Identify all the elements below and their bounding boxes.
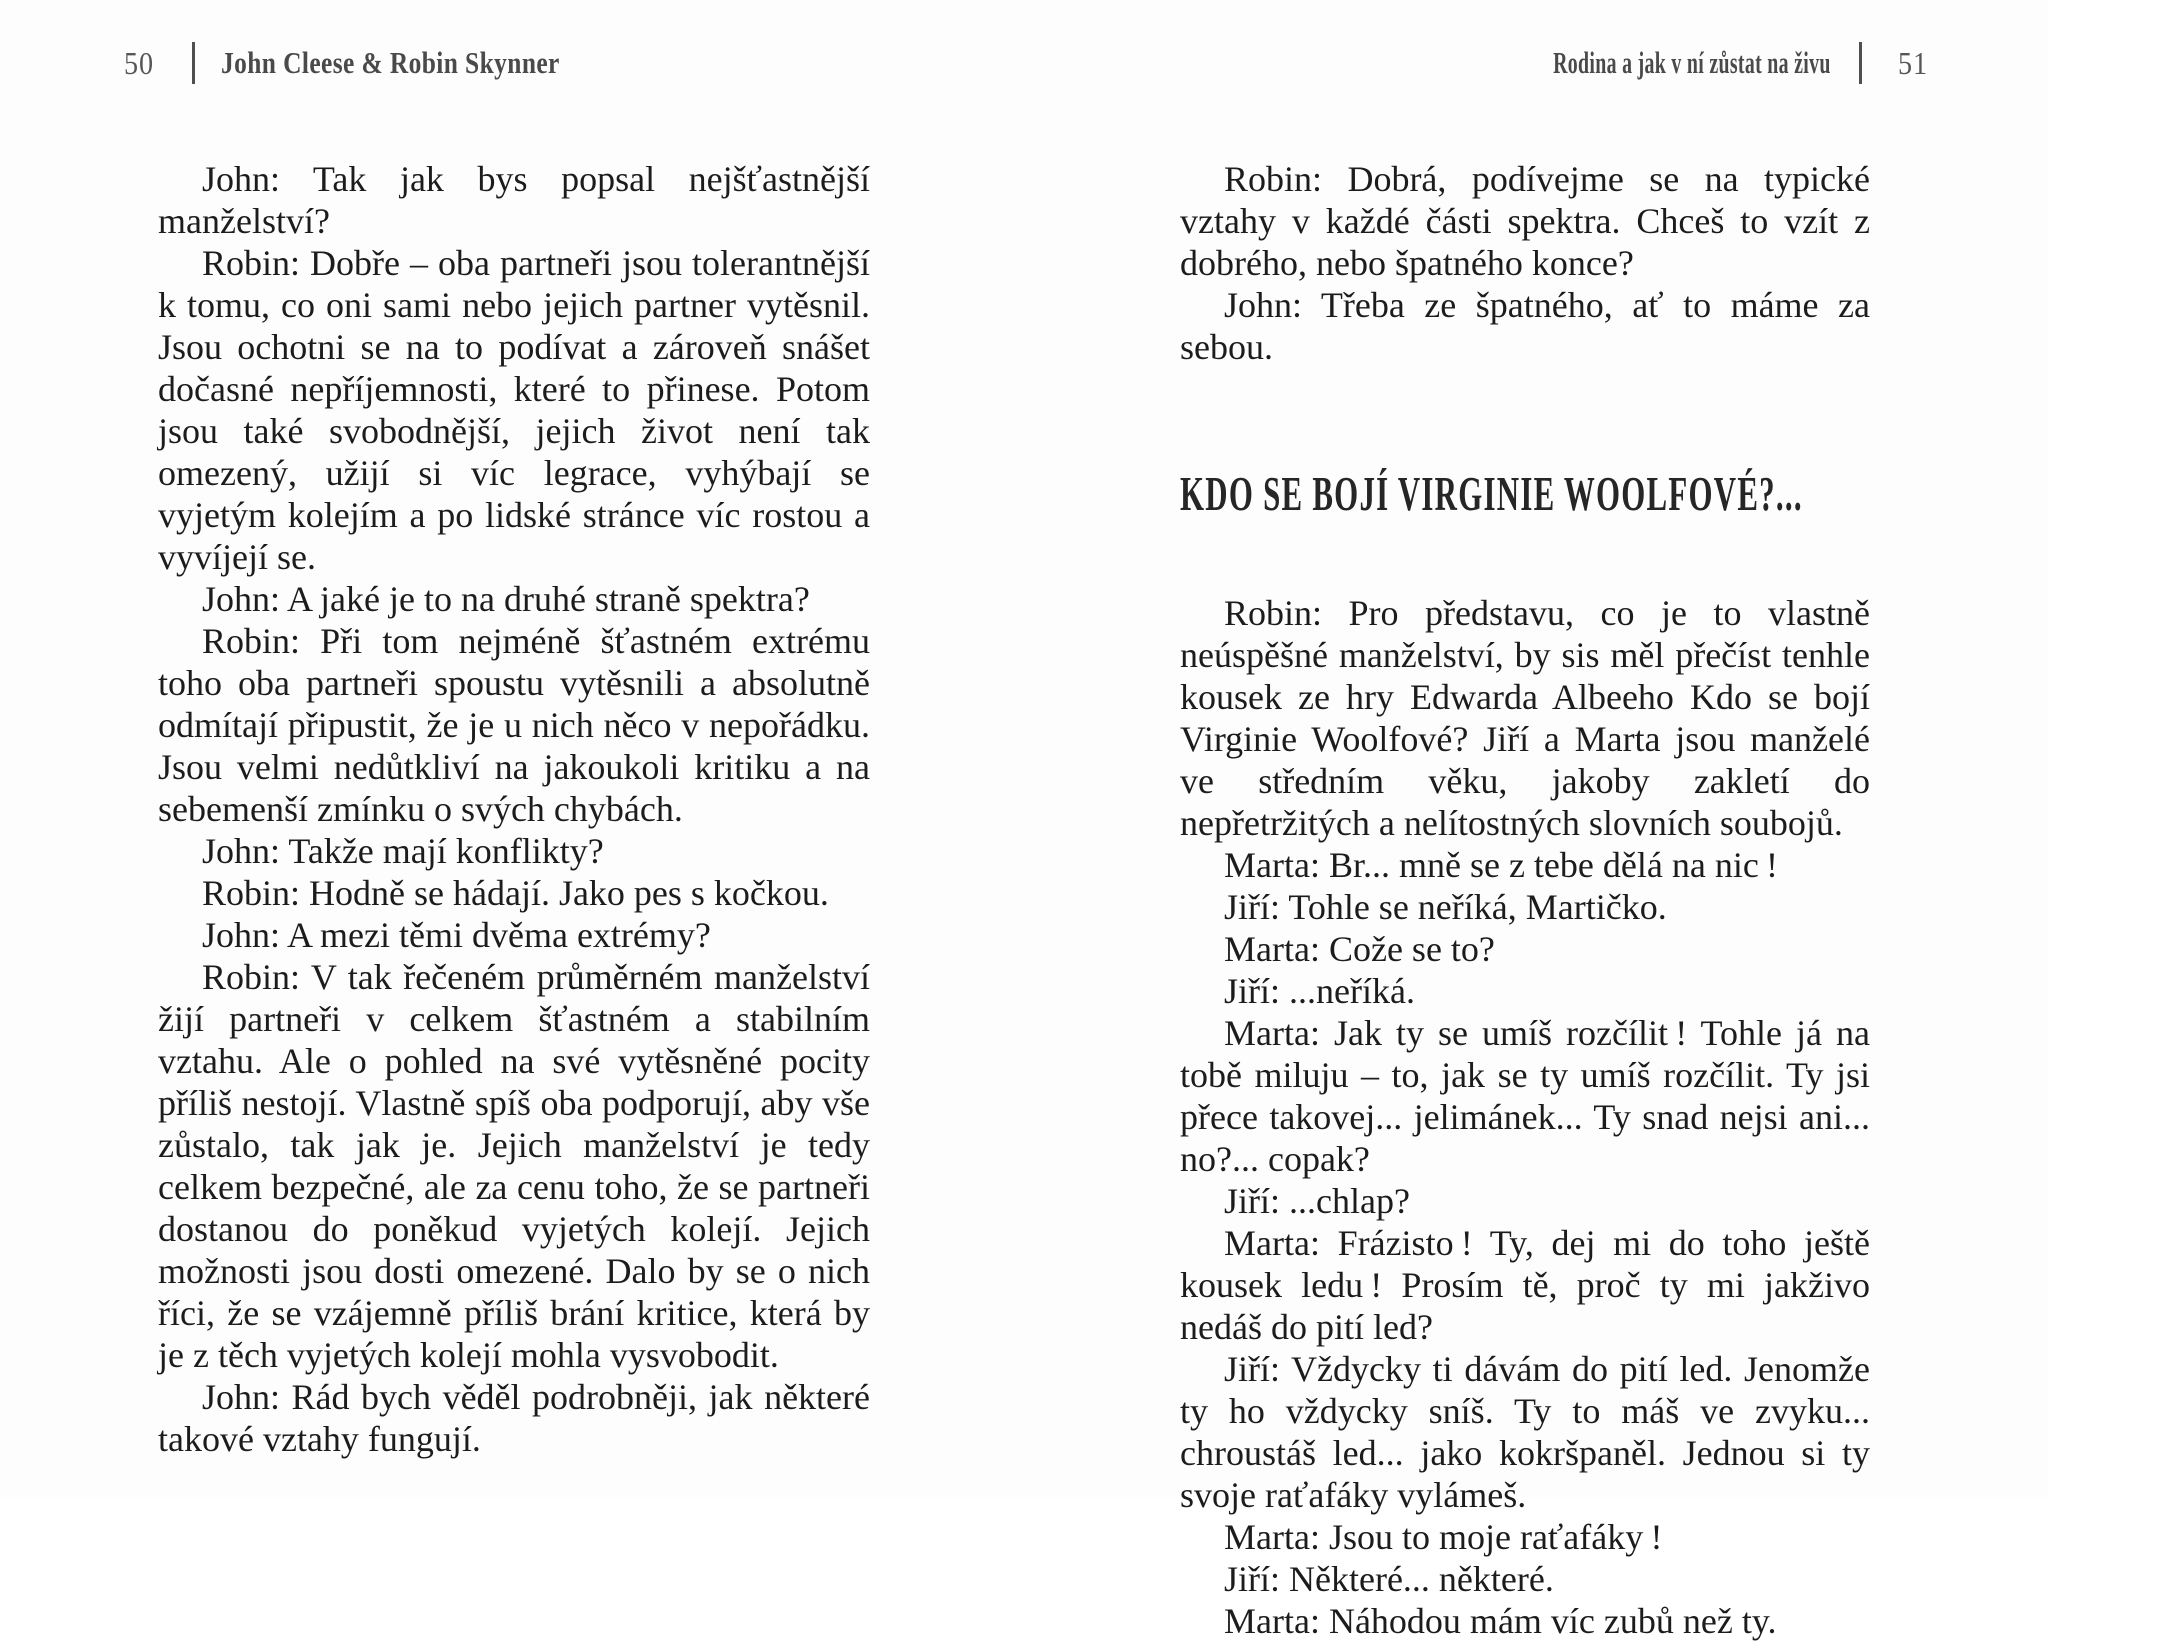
dialogue-paragraph: Robin: Dobře – oba partneři jsou tolerantnější k tomu, co oni sami nebo jejich partner vytěsnil. Jsou ochotni se na to podívat a zároveň snášet dočasné nepříjemnosti, které to přinese. Potom jsou také svobodnější, jejich život není tak omezený, užijí si víc legrace, vyhýbají se vyjetým kolejím a po lidské stránce víc rostou a vyvíjejí se. [158,243,870,577]
dialogue-paragraph: Jiří: Některé... některé. [1224,1559,1554,1599]
section-heading [1180,468,1870,520]
dialogue-paragraph: Marta: Frázisto ! Ty, dej mi do toho ještě kousek ledu ! Prosím tě, proč ty mi jakživo nedáš do pití led? [1180,1223,1870,1347]
dialogue-paragraph: Robin: Pro představu, co je to vlastně neúspěšné manželství, by sis měl přečíst tenhle kousek ze hry Edwarda Albeeho Kdo se bojí Virginie Woolfové? Jiří a Marta jsou manželé ve středním věku, jakoby zakletí do nepřetržitých a nelítostných slovních soubojů. [1180,593,1870,843]
right-page-number: 51 [1898,44,1928,81]
left-running-title-text: John Cleese & Robin Skynner [221,45,560,80]
right-page-intro-dialogue [1180,158,1870,368]
dialogue-paragraph: John: Třeba ze špatného, ať to máme za sebou. [1180,285,1870,367]
left-running-title [221,45,634,81]
section-heading-text: KDO SE BOJÍ VIRGINIE WOOLFOVÉ?... [1180,466,1803,521]
right-page-header [1397,42,1930,84]
dialogue-paragraph: John: Tak jak bys popsal nejšťastnější manželství? [158,159,870,241]
dialogue-paragraph: Jiří: Tohle se neříká, Martičko. [1224,887,1667,927]
dialogue-paragraph: John: A jaké je to na druhé straně spektra? [202,579,810,619]
dialogue-paragraph: John: A mezi těmi dvěma extrémy? [202,915,711,955]
header-divider [192,42,195,84]
dialogue-paragraph: Robin: Hodně se hádají. Jako pes s kočkou. [202,873,829,913]
dialogue-paragraph: Robin: Dobrá, podívejme se na typické vztahy v každé části spektra. Chceš to vzít z dobrého, nebo špatného konce? [1180,159,1870,283]
header-divider [1859,42,1862,84]
right-running-title-text: Rodina a jak v ní zůstat na živu [1553,45,1831,80]
dialogue-paragraph: Jiří: ...chlap? [1224,1181,1410,1221]
dialogue-paragraph: Marta: Náhodou mám víc zubů než ty. [1224,1601,1777,1641]
dialogue-paragraph: John: Takže mají konflikty? [202,831,604,871]
left-page-number: 50 [124,44,154,81]
dialogue-paragraph: Jiří: Vždycky ti dávám do pití led. Jenomže ty ho vždycky sníš. Ty to máš ve zvyku... chroustáš led... jako kokršpaněl. Jednou si ty svoje raťafáky vylámeš. [1180,1349,1870,1515]
dialogue-paragraph: Marta: Jsou to moje raťafáky ! [1224,1517,1663,1557]
right-running-title [1397,45,1831,81]
dialogue-paragraph: Robin: Při tom nejméně šťastném extrému toho oba partneři spoustu vytěsnili a absolutně odmítají připustit, že je u nich něco v nepořádku. Jsou velmi nedůtkliví na jakoukoli kritiku a na sebemenší zmínku o svých chybách. [158,621,870,829]
right-page-main-dialogue [1180,592,1870,1642]
dialogue-paragraph: Robin: V tak řečeném průměrném manželství žijí partneři v celkem šťastném a stabilním vztahu. Ale o pohled na své vytěsněné pocity příliš nestojí. Vlastně spíš oba podporují, aby vše zůstalo, tak jak je. Jejich manželství je tedy celkem bezpečné, ale za cenu toho, že se partneři dostanou do poněkud vyjetých kolejí. Jejich možnosti jsou dosti omezené. Dalo by se o nich říci, že se vzájemně příliš brání kritice, která by je z těch vyjetých kolejí mohla vysvobodit. [158,957,870,1375]
dialogue-paragraph: Jiří: ...neříká. [1224,971,1415,1011]
dialogue-paragraph: Marta: Cože se to? [1224,929,1495,969]
dialogue-paragraph: John: Rád bych věděl podrobněji, jak některé takové vztahy fungují. [158,1377,870,1459]
left-page-header [122,42,634,84]
left-page-text-column [158,158,870,1460]
dialogue-paragraph: Marta: Jak ty se umíš rozčílit ! Tohle já na tobě miluju – to, jak se ty umíš rozčílit. Ty jsi přece takovej... jelimánek... Ty snad nejsi ani... no?... copak? [1180,1013,1870,1179]
dialogue-paragraph: Marta: Br... mně se z tebe dělá na nic ! [1224,845,1778,885]
right-page-text-column [1180,158,1870,1642]
